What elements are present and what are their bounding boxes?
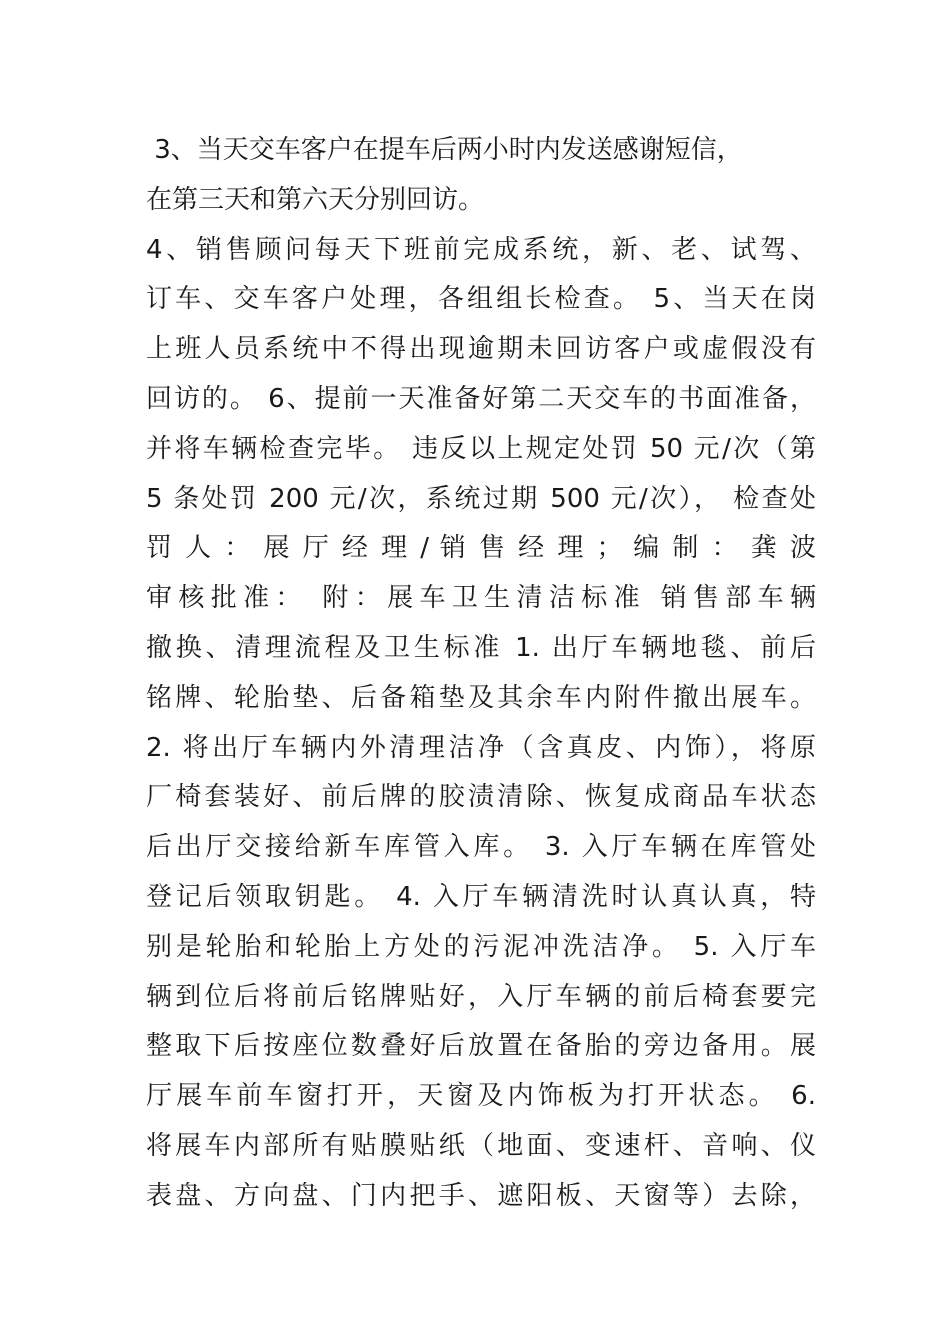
text-line: 在第三天和第六天分别回访。 [146, 184, 485, 215]
text-line: 别是轮胎和轮胎上方处的污泥冲洗洁净。 5. 入厅车 [146, 931, 816, 962]
text-line: 后出厅交接给新车库管入库。 3. 入厅车辆在库管处 [146, 832, 816, 863]
text-line: 订车、交车客户处理，各组组长检查。 5、当天在岗 [146, 284, 816, 315]
text-line: 辆到位后将前后铭牌贴好，入厅车辆的前后椅套要完 [146, 981, 816, 1012]
text-line: 上班人员系统中不得出现逾期未回访客户或虚假没有 [146, 334, 816, 365]
text-line: 撤换、清理流程及卫生标准 1. 出厅车辆地毯、前后 [146, 632, 816, 663]
text-line: 表盘、方向盘、门内把手、遮阳板、天窗等）去除， [146, 1180, 816, 1211]
text-line: 4、销售顾问每天下班前完成系统，新、老、试驾、 [146, 234, 816, 265]
text-line: 审核批准： 附：展车卫生清洁标准 销售部车辆 [146, 583, 816, 614]
body-text [146, 126, 816, 1222]
text-line: 3、当天交车客户在提车后两小时内发送感谢短信， [146, 135, 743, 165]
text-line: 将展车内部所有贴膜贴纸（地面、变速杆、音响、仪 [146, 1130, 816, 1161]
text-line: 厂椅套装好、前后牌的胶渍清除、恢复成商品车状态 [146, 782, 816, 813]
text-line: 铭牌、轮胎垫、后备箱垫及其余车内附件撤出展车。 [146, 682, 816, 713]
text-line: 整取下后按座位数叠好后放置在备胎的旁边备用。展 [146, 1031, 816, 1062]
text-line: 5 条处罚 200 元/次，系统过期 500 元/次）， 检查处 [146, 483, 816, 514]
text-line: 罚 人 ： 展 厅 经 理 / 销 售 经 理 ； 编 制 ： 龚 波 [146, 533, 816, 564]
text-line: 登记后领取钥匙。 4. 入厅车辆清洗时认真认真，特 [146, 881, 816, 912]
text-line: 2. 将出厅车辆内外清理洁净（含真皮、内饰），将原 [146, 732, 816, 763]
text-line: 并将车辆检查完毕。 违反以上规定处罚 50 元/次（第 [146, 433, 816, 464]
text-line: 回访的。 6、提前一天准备好第二天交车的书面准备， [146, 383, 816, 414]
text-line: 厅展车前车窗打开，天窗及内饰板为打开状态。 6. [146, 1081, 816, 1112]
